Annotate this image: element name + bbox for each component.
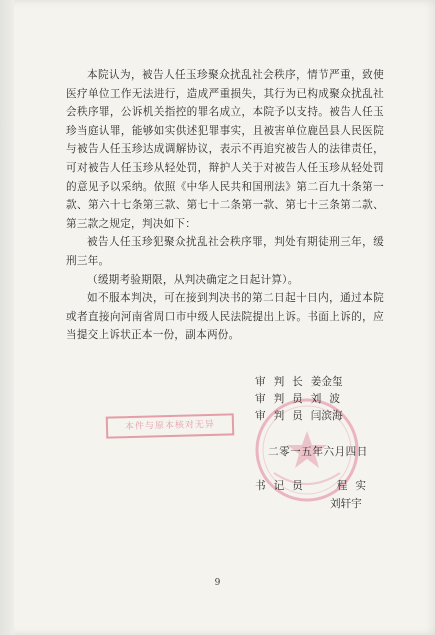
certified-copy-stamp: 本件与原本核对无异 <box>106 413 235 438</box>
clerk-title: 书记员 <box>255 480 311 492</box>
signature-title: 审判长 <box>255 376 311 388</box>
signature-row-clerk <box>255 478 374 493</box>
signature-row-judge-2 <box>255 408 343 423</box>
clerk-name-2: 刘轩宇 <box>330 498 362 510</box>
clerk-name-1: 程实 <box>336 480 374 492</box>
verdict-paragraph: 被告人任玉珍犯聚众扰乱社会秩序罪，判处有期徒刑三年，缓刑三年。 <box>66 236 384 267</box>
signature-title: 审判员 <box>255 410 311 422</box>
court-opinion-paragraph: 本院认为，被告人任玉珍聚众扰乱社会秩序，情节严重，致使医疗单位工作无法进行，造成严重损失，其行为已构成聚众扰乱社会秩序罪，公诉机关指控的罪名成立，本院予以支持。被告人任玉珍当庭认罪，能够如实供述犯罪事实，且被害单位鹿邑县人民医院与被告人任玉珍达成调解协议，表示不再追究被告人的法律责任，可对被告人任玉珍从轻处罚，辩护人关于对被告人任玉珍从轻处罚的意见予以采纳。依照《中华人民共和国刑法》第二百九十条第一款、第六十七条第三款、第七十二条第一款、第七十三条第二款、第三款之规定，判决如下： <box>66 69 384 230</box>
judgment-body <box>66 66 384 345</box>
judgment-date: 二零一五年六月四日 <box>268 446 368 458</box>
signature-row-judge-1 <box>255 391 348 406</box>
probation-note-paragraph: （缓期考验期限，从判决确定之日起计算）。 <box>87 273 299 286</box>
page-number: 9 <box>214 578 221 588</box>
signature-name: 姜金玺 <box>310 376 343 388</box>
page-binding-edge <box>0 0 14 635</box>
signature-name: 闫滨海 <box>310 410 343 422</box>
appeal-notice-paragraph: 如不服本判决，可在接到判决书的第二日起十日内，通过本院或者直接向河南省周口市中级人民法院提出上诉。书面上诉的，应当提交上诉状正本一份，副本两份。 <box>66 292 384 342</box>
signature-title: 审判员 <box>255 393 311 405</box>
signature-name: 刘波 <box>310 393 348 405</box>
signature-row-presiding-judge <box>255 374 343 389</box>
clerk-name-row-2 <box>330 496 362 511</box>
